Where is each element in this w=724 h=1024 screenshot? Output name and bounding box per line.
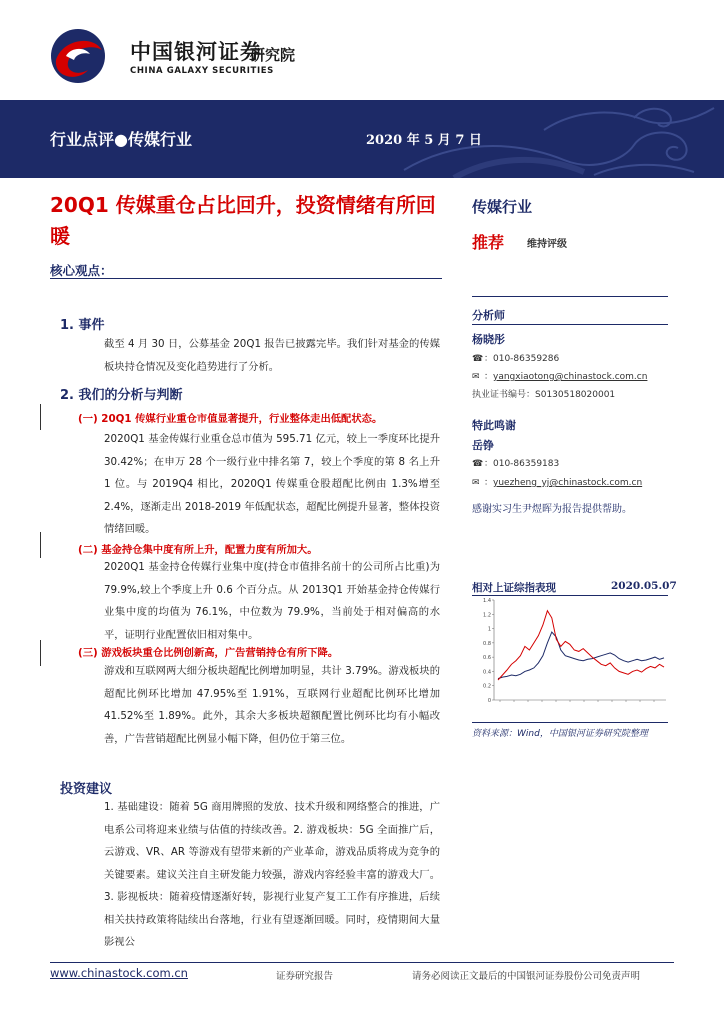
header-banner [0,100,724,178]
section-invest-heading: 投资建议 [60,782,113,797]
relative-performance-chart [472,596,670,720]
galaxy-logo-icon [48,26,108,86]
title-divider [50,278,442,279]
sidebar-rating-note: 维持评级 [527,239,567,250]
chart-ytick-label: 1.4 [483,598,491,604]
sidebar-divider [472,296,668,297]
analyst-name: 杨晓彤 [472,333,505,346]
sidebar-industry: 传媒行业 [472,198,533,216]
chart-ytick-label: 0.2 [483,683,491,690]
company-logo [38,22,308,84]
thanks-name: 岳铮 [472,439,494,452]
footer-website-link[interactable]: www.chinastock.com.cn [50,966,188,980]
revision-marker [40,532,41,558]
sidebar-rating: 推荐 [472,233,505,252]
chart-ytick-label: 1.2 [483,612,491,619]
report-date: 2020 年 5 月 7 日 [366,133,482,148]
mail-icon: ✉ [472,372,480,382]
footer-report-type: 证券研究报告 [276,971,334,982]
analysis-subheading-3: (三) 游戏板块重仓比例创新高，广告营销持仓有所下降。 [78,647,339,659]
thanks-phone: ：010-86359183 [484,459,560,469]
chart-ytick-label: 0.8 [483,640,491,647]
analyst-cert: 执业证书编号：S0130518020001 [472,390,616,400]
chart-title: 相对上证综指表现 [472,582,556,594]
footer-divider [50,962,674,963]
logo-department: 研究院 [250,46,296,64]
phone-icon: ☎ [472,459,484,469]
analyst-phone: ：010-86359286 [484,354,560,364]
mail-icon: ✉ [472,478,480,488]
chart-ytick-label: 0 [487,698,491,704]
revision-marker [40,404,41,430]
core-viewpoints-label: 核心观点： [50,263,113,278]
section-event-paragraph: 截至 4 月 30 日，公募基金 20Q1 报告已披露完毕。我们针对基金的传媒板块持仓情况及变化趋势进行了分析。 [104,338,440,373]
thanks-phone-row [472,456,559,469]
footer-disclaimer: 请务必阅读正文最后的中国银河证券股份公司免责声明 [412,971,641,982]
chart-date: 2020.05.07 [611,580,677,592]
revision-marker [40,640,41,666]
analysis-paragraph-1: 2020Q1 基金传媒行业重仓总市值为 595.71 亿元，较上一季度环比提升 30.42%；在申万 28 个一级行业中排名第 7，较上个季度的第 8 名上升 1 位。与 2019Q4 相比，2020Q1 传媒重仓股超配比例由 1.3%增至 2.4%，逐渐走出 2018-2019 年低配状态，超配比例提升显著，整体投资情绪回暖。 [104,433,440,535]
analysis-paragraph-3: 游戏和互联网两大细分板块超配比例增加明显，共计 3.79%。游戏板块的超配比例环比增加 47.95%至 1.91%，互联网行业超配比例环比增加 41.52%至 1.89%。此外，其余大多板块超额配置比例环比均有小幅改善，广告营销超配比例显小幅下降，但仍位于第三位。 [104,665,440,745]
phone-icon: ☎ [472,354,484,364]
report-category: 行业点评●传媒行业 [50,130,192,149]
logo-chinese-name: 中国银河证券 [130,40,262,64]
analyst-phone-row [472,351,559,364]
chart-series-line [498,611,664,680]
sidebar-divider [472,324,668,325]
analyst-heading: 分析师 [472,309,505,322]
chart-ytick-label: 0.4 [483,669,491,676]
section-analysis-heading: 2. 我们的分析与判断 [60,388,183,403]
thanks-note: 感谢实习生尹煜晖为报告提供帮助。 [472,504,632,515]
analysis-subheading-2: (二) 基金持仓集中度有所上升，配置力度有所加大。 [78,544,318,556]
logo-english-name: CHINA GALAXY SECURITIES [130,66,274,76]
analyst-email-row: ✉ ：yangxiaotong@chinastock.com.cn [472,372,648,382]
thanks-email-link[interactable]: yuezheng_yj@chinastock.com.cn [493,478,643,488]
thanks-email-row: ✉ ：yuezheng_yj@chinastock.com.cn [472,478,643,488]
analysis-subheading-1: (一) 20Q1 传媒行业重仓市值显著提升，行业整体走出低配状态。 [78,413,383,425]
chart-series-line [498,632,664,679]
chart-ytick-label: 0.6 [483,655,491,662]
thanks-heading: 特此鸣谢 [472,419,516,432]
chart-ytick-label: 1 [487,626,491,633]
chart-bottom-divider [472,722,668,723]
section-invest-paragraph: 1. 基础建设：随着 5G 商用牌照的发放、技术升级和网络整合的推进，广电系公司将迎来业绩与估值的持续改善。2. 游戏板块：5G 全面推广后，云游戏、VR、AR 等游戏有望带来新的产业革命，游戏品质将成为竞争的关键要素。建议关注自主研发能力较强，游戏内容经验丰富的游戏大厂。3. 影视板块：随着疫情逐渐好转，影视行业复产复工工作有序推进，后续相关扶持政策将陆续出台落地，行业有望逐渐回暖。同时，疫情期间大量影视公 [104,801,440,948]
report-title: 20Q1 传媒重仓占比回升，投资情绪有所回暖 [50,193,436,248]
analyst-email-link[interactable]: yangxiaotong@chinastock.com.cn [493,372,648,382]
chart-source: 资料来源：Wind，中国银河证券研究院整理 [472,729,648,739]
analysis-paragraph-2: 2020Q1 基金持仓传媒行业集中度(持仓市值排名前十的公司所占比重)为 79.9%,较上个季度上升 0.6 个百分点。从 2013Q1 开始基金持仓传媒行业集中度的均值为 76.1%，中位数为 79.9%，当前处于相对偏高的水平，证明行业配置依旧相对集中。 [104,561,440,641]
section-event-heading: 1. 事件 [60,318,105,333]
